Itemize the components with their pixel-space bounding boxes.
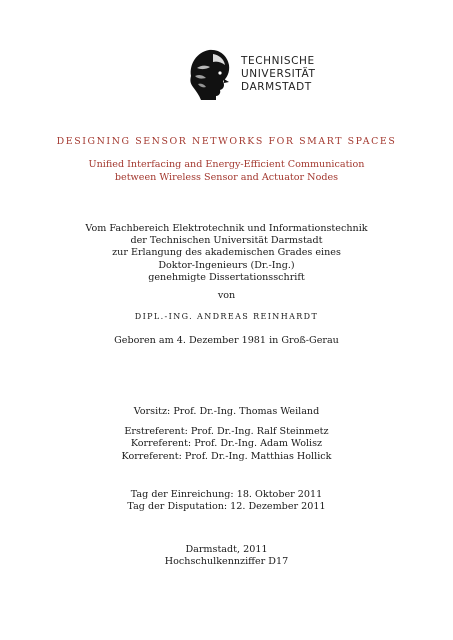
university-logo xyxy=(183,46,363,106)
faculty-line-5: genehmigte Dissertationsschrift xyxy=(148,271,305,283)
logo-line-3: DARMSTADT xyxy=(241,81,312,93)
defense-date: Tag der Disputation: 12. Dezember 2011 xyxy=(127,501,326,513)
faculty-line-3: zur Erlangung des akademischen Grades eines xyxy=(112,247,341,259)
dates-block xyxy=(0,489,453,513)
thesis-subtitle xyxy=(0,158,453,184)
faculty-statement xyxy=(0,223,453,284)
subtitle-line-2: between Wireless Sensor and Actuator Nodes xyxy=(114,172,339,183)
place-block xyxy=(0,544,453,568)
referee-line-1: Erstreferent: Prof. Dr.-Ing. Ralf Steinmetz xyxy=(124,426,329,438)
referee-line-3: Korreferent: Prof. Dr.-Ing. Matthias Hollick xyxy=(121,450,332,462)
logo-line-2: UNIVERSITÄT xyxy=(241,68,316,80)
faculty-line-2: der Technischen Universität Darmstadt xyxy=(130,235,323,247)
submission-date: Tag der Einreichung: 18. Oktober 2011 xyxy=(130,489,323,500)
place-year: Darmstadt, 2011 xyxy=(185,544,268,555)
author-name: DIPL.-ING. ANDREAS REINHARDT xyxy=(134,312,319,321)
birth-info: Geboren am 4. Dezember 1981 in Groß-Gerau xyxy=(114,335,339,346)
athena-head-icon xyxy=(183,46,233,102)
faculty-line-4: Doktor-Ingenieurs (Dr.-Ing.) xyxy=(158,259,295,271)
faculty-line-1: Vom Fachbereich Elektrotechnik und Informationstechnik xyxy=(85,223,368,234)
committee-block xyxy=(0,406,453,463)
chair-line: Vorsitz: Prof. Dr.-Ing. Thomas Weiland xyxy=(133,406,320,417)
referee-line-2: Korreferent: Prof. Dr.-Ing. Adam Wolisz xyxy=(130,438,323,450)
thesis-title: DESIGNING SENSOR NETWORKS FOR SMART SPACES xyxy=(56,136,397,147)
subtitle-line-1: Unified Interfacing and Energy-Efficient Communication xyxy=(88,159,365,170)
von-label: von xyxy=(217,290,236,301)
logo-wordmark xyxy=(241,55,316,94)
university-code: Hochschulkennziffer D17 xyxy=(164,556,289,568)
logo-line-1: TECHNISCHE xyxy=(241,55,315,67)
